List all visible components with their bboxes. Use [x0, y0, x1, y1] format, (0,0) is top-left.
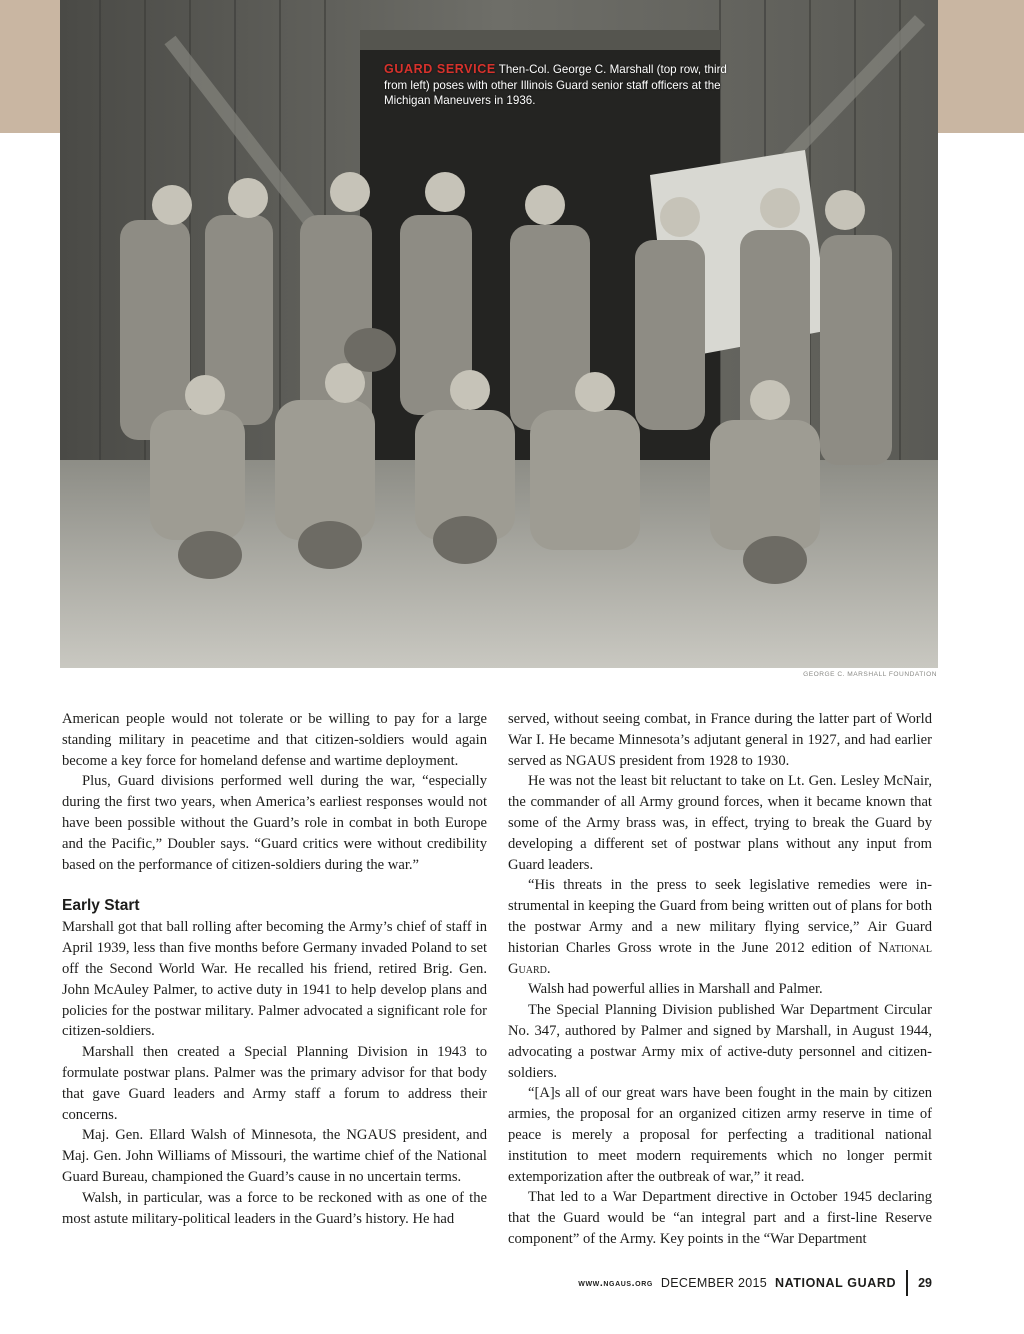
publication-name: National Guard — [508, 939, 932, 977]
photo-caption — [384, 62, 729, 109]
paragraph: He was not the least bit reluctant to take on Lt. Gen. Lesley McNair, the commander of all Army ground forces, when it became known that some of the Army brass was, in effect, trying to break the Guard by developing a different set of postwar plans without any input from Guard leaders. — [508, 773, 932, 873]
footer-url[interactable]: www.ngaus.org — [578, 1277, 653, 1289]
section-heading: Early Start — [62, 897, 140, 915]
paragraph: Walsh had powerful allies in Marshall and Palmer. — [528, 981, 823, 998]
paragraph: Marshall got that ball rolling after becoming the Army’s chief of staff in April 1939, less than five months before Germany invaded Poland to set off the Second World War. He recalled his friend, retired Brig. Gen. John McAuley Palmer, to active duty in 1941 to help develop plans and policies for the postwar military. Palmer advocated a significant role for citizen-soldiers. — [62, 919, 487, 1040]
paragraph: served, without seeing combat, in France during the latter part of World War I. He became Minnesota’s adjutant general in 1927, and had earlier served as NGAUS president from 1928 to 1930. — [508, 711, 932, 769]
page-footer — [578, 1270, 932, 1296]
paragraph: The Special Planning Division published War Department Circular No. 347, authored by Palmer and signed by Marshall, in August 1944, advocating a postwar Army mix of active-duty personnel and citizen-soldiers. — [508, 1002, 932, 1081]
footer-divider — [906, 1270, 908, 1296]
paragraph-text: “His threats in the press to seek legislative remedies were instrumental in keeping the Guard from being written out of plans for both the postwar Army and a new military flying service,” Air Guard historian Charles Gross wrote in the June 2012 edition of — [508, 877, 932, 956]
paragraph: Walsh, in particular, was a force to be reckoned with as one of the most astute military-political leaders in the Guard’s history. He had — [62, 1189, 487, 1227]
paragraph: American people would not tolerate or be willing to pay for a large standing military in peacetime and that citizen-soldiers would again become a key force for homeland defense and wartime deployment. — [62, 711, 487, 769]
right-text-column — [508, 709, 932, 1250]
photo-credit: GEORGE C. MARSHALL FOUNDATION — [803, 671, 937, 678]
caption-text: Then-Col. George C. Marshall (top row, third from left) poses with other Illinois Guard senior staff officers at the Michigan Maneuvers in 1936. — [384, 63, 727, 107]
caption-kicker: GUARD SERVICE — [384, 62, 496, 76]
paragraph — [508, 875, 932, 979]
paragraph: “[A]s all of our great wars have been fought in the main by citizen armies, the proposal for an organized citizen army reserve in time of peace is merely a proposal for perfecting a traditional national institution to meet modern requirements which no longer permit extemporization after the outbreak of war,” it read. — [508, 1085, 932, 1185]
paragraph: Maj. Gen. Ellard Walsh of Minnesota, the NGAUS president, and Maj. Gen. John Williams of Missouri, the wartime chief of the National Guard Bureau, championed the Guard’s cause in no uncertain terms. — [62, 1127, 487, 1185]
paragraph: That led to a War Department directive in October 1945 declaring that the Guard would be “an integral part and a first-line Reserve component” of the Army. Key points in the “War Department — [508, 1189, 932, 1247]
paragraph: Marshall then created a Special Planning Division in 1943 to formulate postwar plans. Palmer was the primary advisor for that body that gave Guard leaders and Army staff a forum to address their concerns. — [62, 1044, 487, 1123]
paragraph-end: . — [546, 960, 551, 977]
footer-magazine-name: NATIONAL GUARD — [774, 1276, 897, 1290]
footer-issue-date: DECEMBER 2015 — [660, 1276, 767, 1290]
page-number: 29 — [918, 1276, 932, 1290]
paragraph: Plus, Guard divisions performed well during the war, “especially during the first two years, when America’s earliest responses would not have been possible without the Guard’s role in combat in both Europe and the Pacific,” Doubler says. “Guard critics were without credibility based on the performance of citizen-soldiers during the war.” — [62, 773, 487, 873]
left-text-column — [62, 709, 487, 1229]
